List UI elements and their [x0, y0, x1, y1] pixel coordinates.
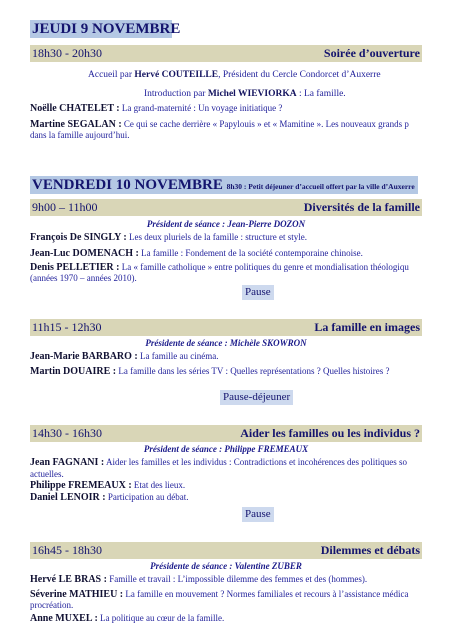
talk-line: Denis PELLETIER : La « famille catholique » entre politiques du genre et mondialisation théologiqu: [30, 262, 409, 273]
session-chair: Présidente de séance : Michèle SKOWRON: [145, 338, 307, 348]
talk-line: Jean-Marie BARBARO : La famille au cinéma.: [30, 351, 219, 362]
session-time: 16h45 - 18h30: [32, 543, 102, 557]
talk-line-continuation: (années 1970 – années 2010).: [30, 273, 137, 283]
session-time: 18h30 - 20h30: [32, 46, 102, 60]
talk-line: François De SINGLY : Les deux pluriels de la famille : structure et style.: [30, 232, 307, 243]
session-bar-ouverture: [30, 45, 422, 62]
session-title: Soirée d’ouverture: [323, 46, 420, 60]
session-title: La famille en images: [314, 320, 420, 334]
talk-line: Martine SEGALAN : Ce qui se cache derrière « Papylouis » et « Mamitine ». Les nouveaux grands p: [30, 119, 409, 130]
lunch-break-band: Pause-déjeuner: [220, 390, 293, 405]
talk-line: Noëlle CHATELET : La grand-maternité : Un voyage initiatique ?: [30, 103, 283, 114]
talk-line: Philippe FREMEAUX : Etat des lieux.: [30, 480, 186, 491]
session-bar-diversites: [30, 199, 422, 216]
talk-line: Séverine MATHIEU : La famille en mouvement ? Normes familiales et recours à l’assistance médica: [30, 589, 409, 600]
session-chair: Président de séance : Philippe FREMEAUX: [143, 444, 309, 454]
talk-line-continuation: dans la famille aujourd’hui.: [30, 130, 130, 140]
talk-line: Hervé LE BRAS : Famille et travail : L’impossible dilemme des femmes et des (hommes).: [30, 574, 368, 585]
talk-line-continuation: actuelles.: [30, 469, 64, 479]
welcome-line: Accueil par Hervé COUTEILLE, Président du Cercle Condorcet d’Auxerre: [88, 70, 381, 80]
talk-line: Jean-Luc DOMENACH : La famille : Fondement de la société contemporaine chinoise.: [30, 248, 363, 259]
session-chair: Présidente de séance : Valentine ZUBER: [150, 561, 302, 571]
talk-line: Daniel LENOIR : Participation au débat.: [30, 492, 189, 503]
day-heading-vendredi: VENDREDI 10 NOVEMBRE 8h30 : Petit déjeuner d’accueil offert par la ville d’Auxerre: [30, 176, 418, 194]
talk-line-continuation: procréation.: [30, 600, 74, 610]
talk-line: Martin DOUAIRE : La famille dans les séries TV : Quelles représentations ? Quelles histoires ?: [30, 366, 390, 377]
session-chair: Président de séance : Jean-Pierre DOZON: [146, 219, 306, 229]
session-title: Aider les familles ou les individus ?: [240, 426, 420, 440]
talk-line: Jean FAGNANI : Aider les familles et les individus : Contradictions et incohérences des politiques so: [30, 457, 407, 468]
session-title: Dilemmes et débats: [320, 543, 420, 557]
session-bar-dilemmes: [30, 542, 422, 559]
session-time: 11h15 - 12h30: [32, 320, 102, 334]
session-bar-images: [30, 319, 422, 336]
pause-band: Pause: [242, 507, 274, 522]
introduction-line: Introduction par Michel WIEVIORKA : La famille.: [144, 89, 346, 99]
day-heading-jeudi: JEUDI 9 NOVEMBRE: [32, 21, 181, 37]
breakfast-note: 8h30 : Petit déjeuner d’accueil offert par la ville d’Auxerre: [226, 182, 415, 191]
session-time: 14h30 - 16h30: [32, 426, 102, 440]
session-time: 9h00 – 11h00: [32, 200, 98, 214]
talk-line: Anne MUXEL : La politique au cœur de la famille.: [30, 613, 225, 624]
session-bar-aider: [30, 425, 422, 442]
session-title: Diversités de la famille: [303, 200, 420, 214]
pause-band: Pause: [242, 285, 274, 300]
